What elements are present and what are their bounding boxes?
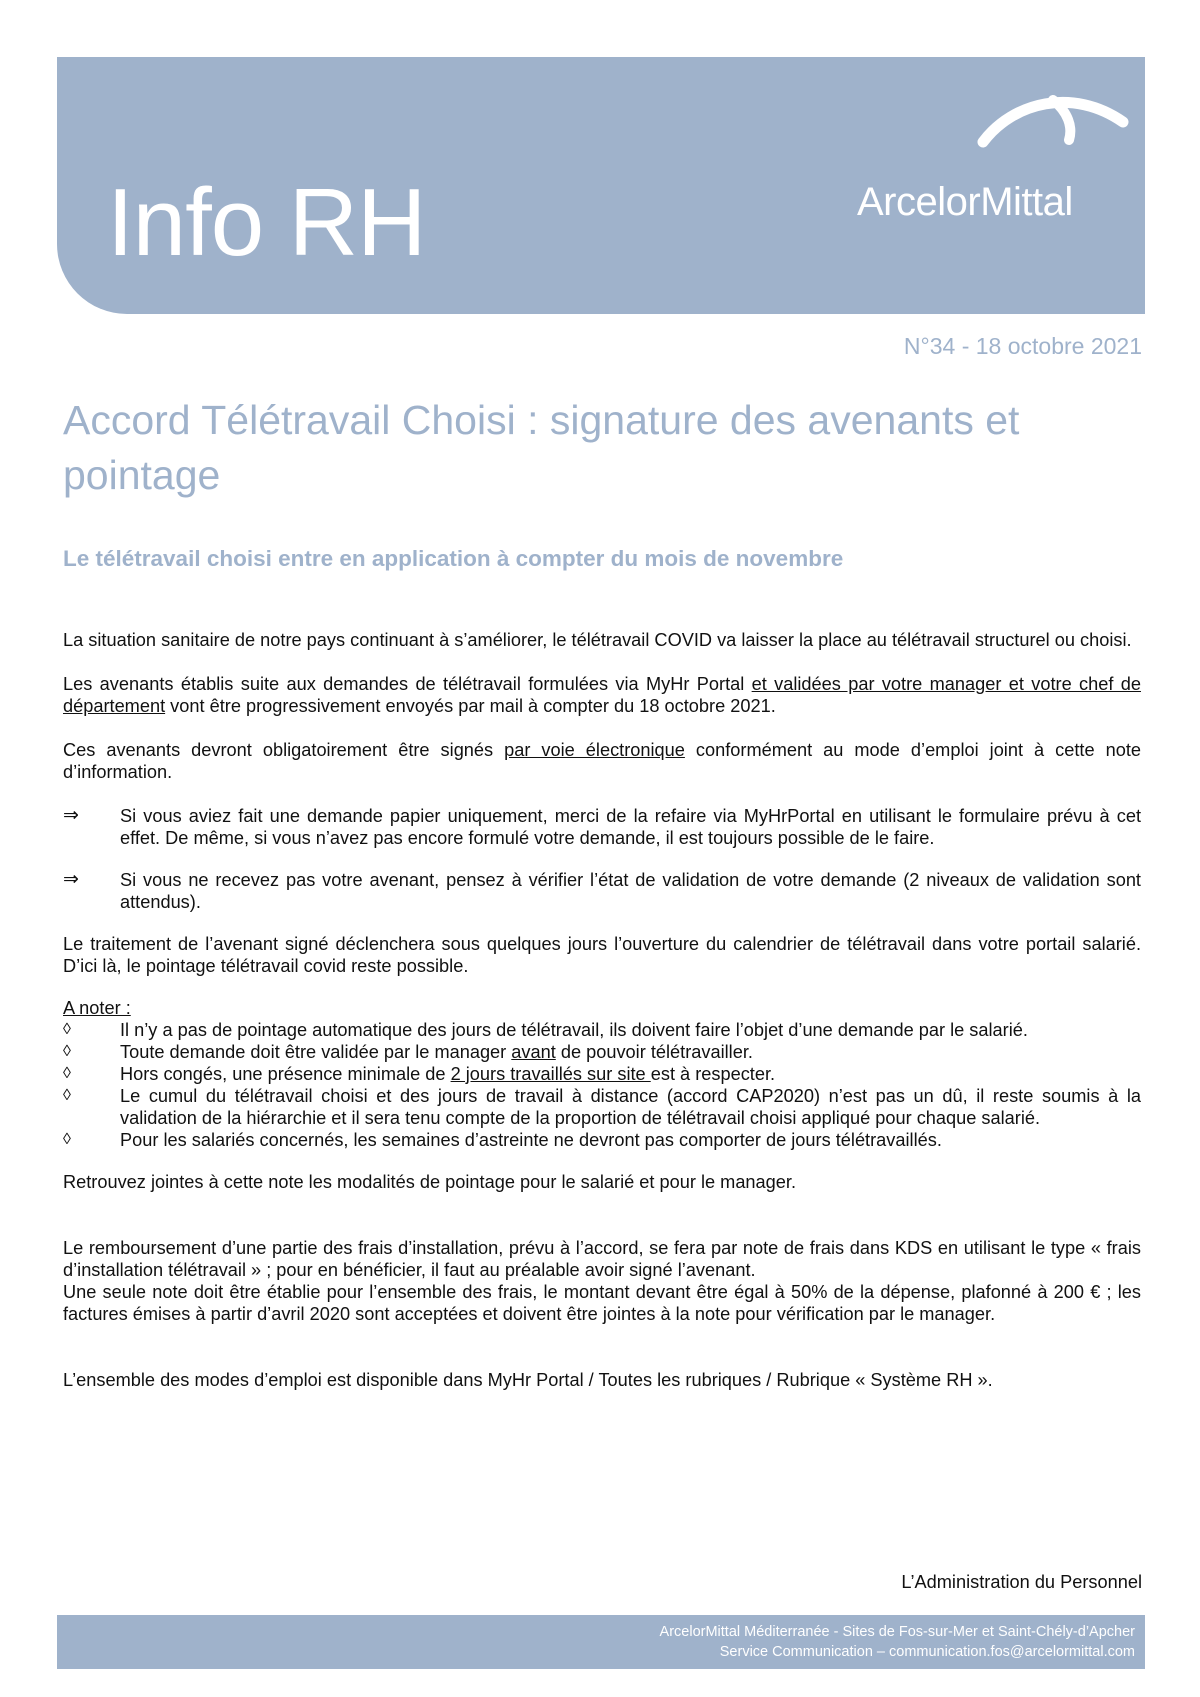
footer-line-contact: Service Communication – communication.fos@arcelormittal.com bbox=[719, 1644, 1135, 1660]
arrow-item bbox=[63, 869, 1141, 913]
paragraph-intro: La situation sanitaire de notre pays continuant à s’améliorer, le télétravail COVID va laisser la place au télétravail structurel ou choisi. bbox=[63, 630, 1132, 650]
arcelormittal-logo bbox=[857, 82, 1137, 262]
footer-banner bbox=[57, 1615, 1145, 1669]
text-segment: Ces avenants devront obligatoirement être signés bbox=[63, 740, 505, 760]
signature: L’Administration du Personnel bbox=[901, 1572, 1142, 1592]
subtitle: Le télétravail choisi entre en application à compter du mois de novembre bbox=[63, 546, 844, 571]
paragraph-modes-emploi: L’ensemble des modes d’emploi est disponible dans MyHr Portal / Toutes les rubriques / Rubrique « Système RH ». bbox=[63, 1370, 993, 1390]
underlined-segment: par voie électronique bbox=[504, 740, 685, 760]
text-segment: de pouvoir télétravailler. bbox=[555, 1042, 753, 1062]
diamond-icon: ◊ bbox=[63, 1087, 71, 1104]
paragraph-signature-electronique bbox=[63, 739, 1141, 783]
diamond-icon: ◊ bbox=[63, 1131, 71, 1148]
logo-swoosh-icon bbox=[973, 82, 1133, 172]
diamond-icon: ◊ bbox=[63, 1065, 71, 1082]
logo-text: ArcelorMittal bbox=[857, 180, 1073, 224]
diamond-icon: ◊ bbox=[63, 1043, 71, 1060]
text-segment: Toute demande doit être validée par le manager bbox=[120, 1042, 512, 1062]
note-item-text bbox=[120, 1063, 1141, 1085]
diamond-icon: ◊ bbox=[63, 1021, 71, 1038]
note-item bbox=[63, 1019, 1141, 1041]
paragraph-modalites: Retrouvez jointes à cette note les modalités de pointage pour le salarié et pour le manager. bbox=[63, 1172, 796, 1192]
note-item-text bbox=[120, 1041, 1141, 1063]
arrow-item-text: Si vous aviez fait une demande papier uniquement, merci de la refaire via MyHrPortal en utilisant le formulaire prévu à cet effet. De même, si vous n’avez pas encore formulé votre demande, il est toujours possible de le faire. bbox=[120, 806, 1141, 848]
paragraph-remboursement: Le remboursement d’une partie des frais d’installation, prévu à l’accord, se fera par note de frais dans KDS en utilisant le type « frais d’installation télétravail » ; pour en bénéficier, il faut au préalable avoir signé l’avenant. bbox=[63, 1238, 1141, 1280]
footer-line-sites: ArcelorMittal Méditerranée - Sites de Fos-sur-Mer et Saint-Chély-d’Apcher bbox=[659, 1624, 1135, 1640]
note-item-text: Pour les salariés concernés, les semaines d’astreinte ne devront pas comporter de jours télétravaillés. bbox=[120, 1130, 942, 1150]
arrow-icon: ⇒ bbox=[63, 805, 79, 826]
note-item bbox=[63, 1085, 1141, 1129]
note-item bbox=[63, 1063, 1141, 1085]
note-label: A noter : bbox=[63, 998, 131, 1018]
page-title: Accord Télétravail Choisi : signature des avenants et pointage bbox=[63, 397, 1020, 498]
header-banner bbox=[57, 57, 1145, 314]
paragraph-note-frais: Une seule note doit être établie pour l’ensemble des frais, le montant devant être égal à 50% de la dépense, plafonné à 200 € ; les factures émises à partir d’avril 2020 sont acceptées et doivent être jointes à la note pour vérification par le manager. bbox=[63, 1282, 1141, 1324]
header-title: Info RH bbox=[107, 169, 426, 276]
arrow-icon: ⇒ bbox=[63, 869, 79, 890]
note-item bbox=[63, 1129, 1141, 1151]
text-segment: Hors congés, une présence minimale de bbox=[120, 1064, 451, 1084]
body-text bbox=[63, 629, 1141, 1391]
paragraph-traitement: Le traitement de l’avenant signé déclenchera sous quelques jours l’ouverture du calendrier de télétravail dans votre portail salarié. D’ici là, le pointage télétravail covid reste possible. bbox=[63, 934, 1141, 976]
text-segment: conformément au mode d’emploi joint à cette note d’information. bbox=[63, 740, 1141, 782]
text-segment: vont être progressivement envoyés par mail à compter du 18 octobre 2021. bbox=[165, 696, 776, 716]
note-item-text: Le cumul du télétravail choisi et des jours de travail à distance (accord CAP2020) n’est pas un dû, il reste soumis à la validation de la hiérarchie et il sera tenu compte de la proportion de télétravail choisi appliqué pour chaque salarié. bbox=[120, 1086, 1141, 1128]
arrow-item-text: Si vous ne recevez pas votre avenant, pensez à vérifier l’état de validation de votre demande (2 niveaux de validation sont attendus). bbox=[120, 870, 1141, 912]
issue-number-date: N°34 - 18 octobre 2021 bbox=[903, 333, 1142, 359]
note-item bbox=[63, 1041, 1141, 1063]
underlined-segment: avant bbox=[511, 1042, 556, 1062]
paragraph-avenants bbox=[63, 673, 1141, 717]
arrow-item bbox=[63, 805, 1141, 849]
text-segment: Les avenants établis suite aux demandes de télétravail formulées via MyHr Portal bbox=[63, 674, 752, 694]
text-segment: est à respecter. bbox=[650, 1064, 776, 1084]
note-item-text: Il n’y a pas de pointage automatique des jours de télétravail, ils doivent faire l’objet d’une demande par le salarié. bbox=[120, 1020, 1028, 1040]
underlined-segment: et validées par votre manager et votre chef de département bbox=[63, 674, 1141, 716]
underlined-segment: 2 jours travaillés sur site bbox=[450, 1064, 651, 1084]
